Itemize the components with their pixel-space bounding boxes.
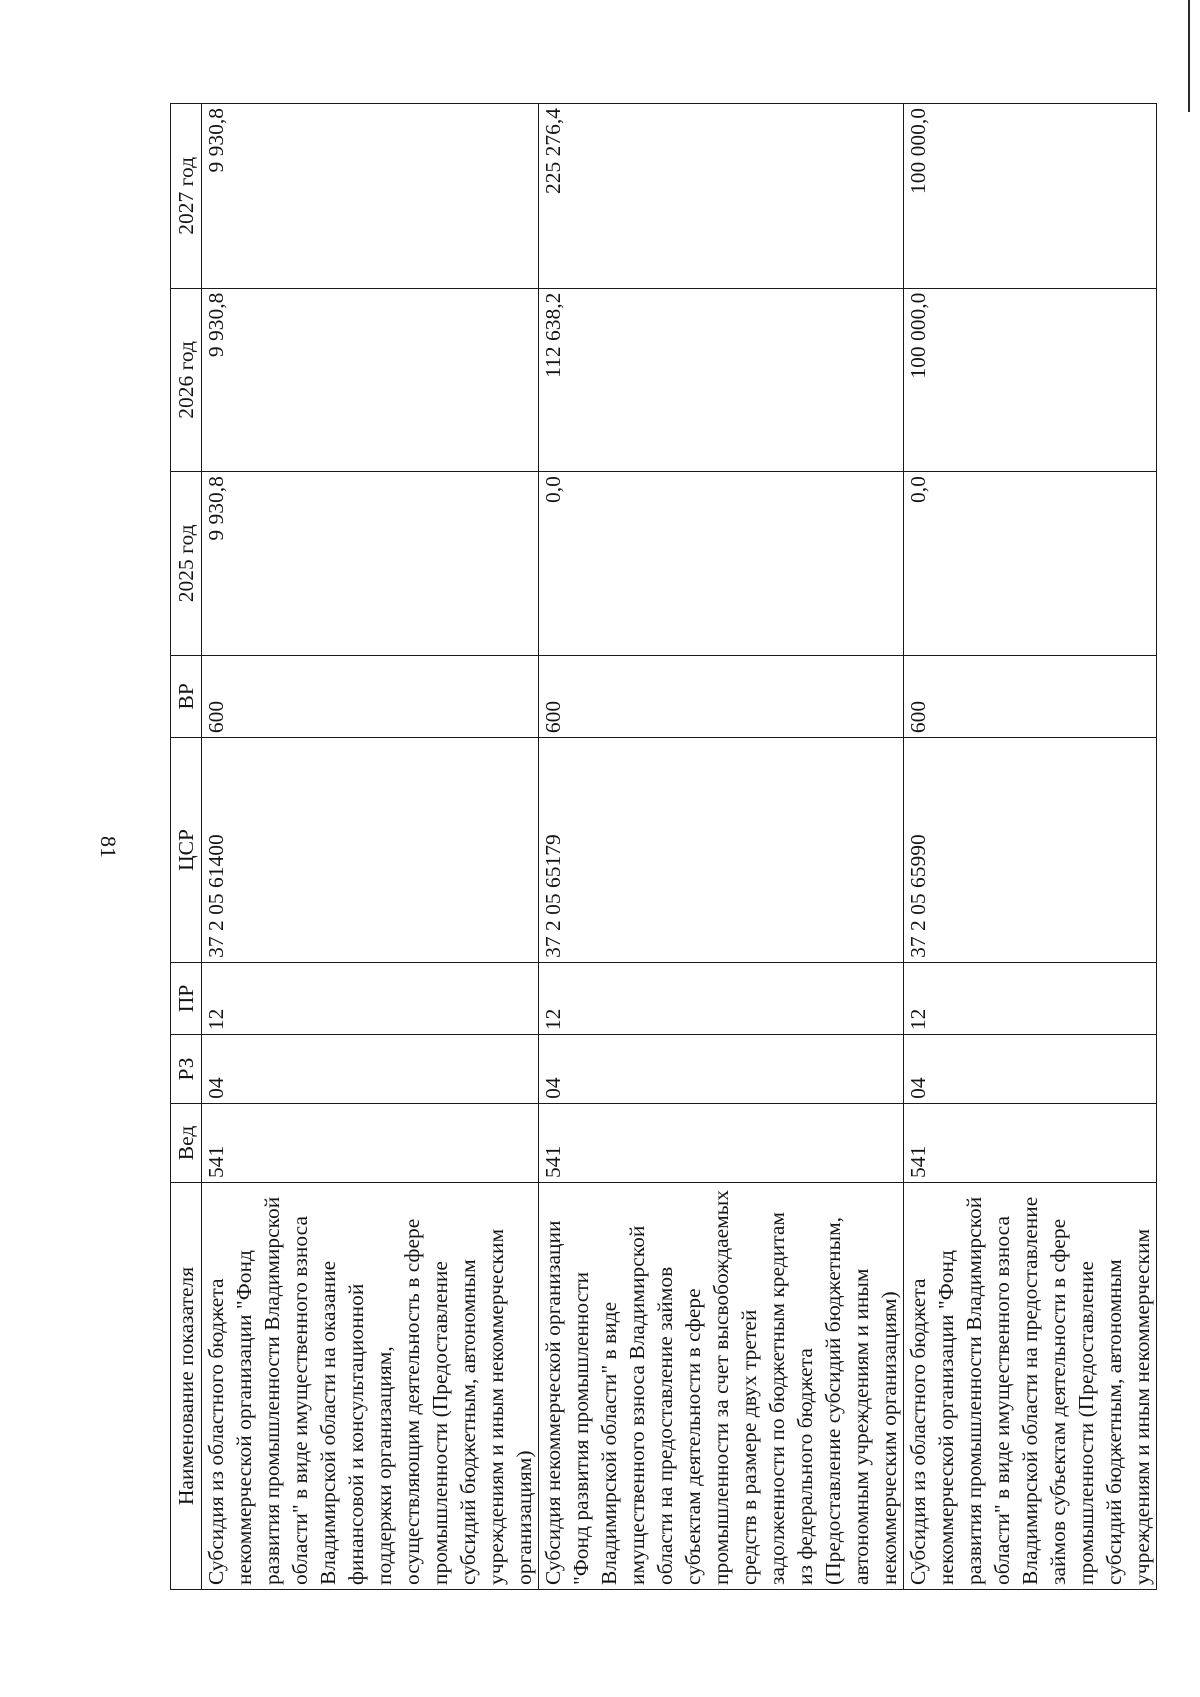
table-row [202, 104, 539, 1590]
cell-2027: 9 930,8 [202, 104, 539, 289]
header-ved: Вед [171, 1103, 202, 1182]
cell-csr: 37 2 05 61400 [202, 738, 539, 963]
cell-vr: 600 [202, 655, 539, 738]
table-row [904, 104, 1157, 1590]
scan-edge-line [1188, 0, 1190, 112]
cell-2026: 100 000,0 [904, 288, 1157, 471]
cell-vr: 600 [539, 655, 904, 738]
page-number: 81 [96, 836, 121, 858]
cell-pr: 12 [539, 962, 904, 1034]
table-header-row [171, 104, 202, 1590]
header-rz: РЗ [171, 1035, 202, 1104]
table-row [539, 104, 904, 1590]
cell-vr: 600 [904, 655, 1157, 738]
cell-2027: 225 276,4 [539, 104, 904, 289]
rotated-table-frame [170, 103, 1154, 1590]
header-name: Наименование показателя [171, 1182, 202, 1589]
header-2027: 2027 год [171, 104, 202, 289]
cell-name: Субсидия из областного бюджета некоммерческой организации "Фонд развития промышленности Владимирской области" в виде имущественного взноса Владимирской области на предоставление займов субъектам деятельности в сфере промышленности (Предоставление субсидий бюджетным, автономным учреждениям и иным некоммерческим [904, 1182, 1157, 1589]
cell-2027: 100 000,0 [904, 104, 1157, 289]
table-container [170, 103, 1154, 1590]
cell-2025: 0,0 [539, 472, 904, 655]
cell-2025: 0,0 [904, 472, 1157, 655]
cell-pr: 12 [202, 962, 539, 1034]
budget-table [170, 103, 1157, 1590]
cell-pr: 12 [904, 962, 1157, 1034]
cell-ved: 541 [202, 1103, 539, 1182]
cell-2025: 9 930,8 [202, 472, 539, 655]
cell-2026: 112 638,2 [539, 288, 904, 471]
header-2025: 2025 год [171, 472, 202, 655]
header-vr: ВР [171, 655, 202, 738]
cell-ved: 541 [539, 1103, 904, 1182]
cell-rz: 04 [904, 1035, 1157, 1104]
cell-rz: 04 [202, 1035, 539, 1104]
cell-csr: 37 2 05 65990 [904, 738, 1157, 963]
cell-name: Субсидия из областного бюджета некоммерческой организации "Фонд развития промышленности Владимирской области" в виде имущественного взноса Владимирской области на оказание финансовой и консультационной поддержки организациям, осуществляющим деятельность в сфере промышленности (Предоставление субсидий бюджетным, автономным учреждениям и иным некоммерческим организациям) [202, 1182, 539, 1589]
cell-2026: 9 930,8 [202, 288, 539, 471]
header-pr: ПР [171, 962, 202, 1034]
header-2026: 2026 год [171, 288, 202, 471]
cell-csr: 37 2 05 65179 [539, 738, 904, 963]
header-csr: ЦСР [171, 738, 202, 963]
cell-rz: 04 [539, 1035, 904, 1104]
cell-ved: 541 [904, 1103, 1157, 1182]
cell-name: Субсидия некоммерческой организации "Фонд развития промышленности Владимирской области" в виде имущественного взноса Владимирской области на предоставление займов субъектам деятельности в сфере промышленности за счет высвобождаемых средств в размере двух третей задолженности по бюджетным кредитам из федерального бюджета (Предоставление субсидий бюджетным, автономным учреждениям и иным некоммерческим организациям) [539, 1182, 904, 1589]
